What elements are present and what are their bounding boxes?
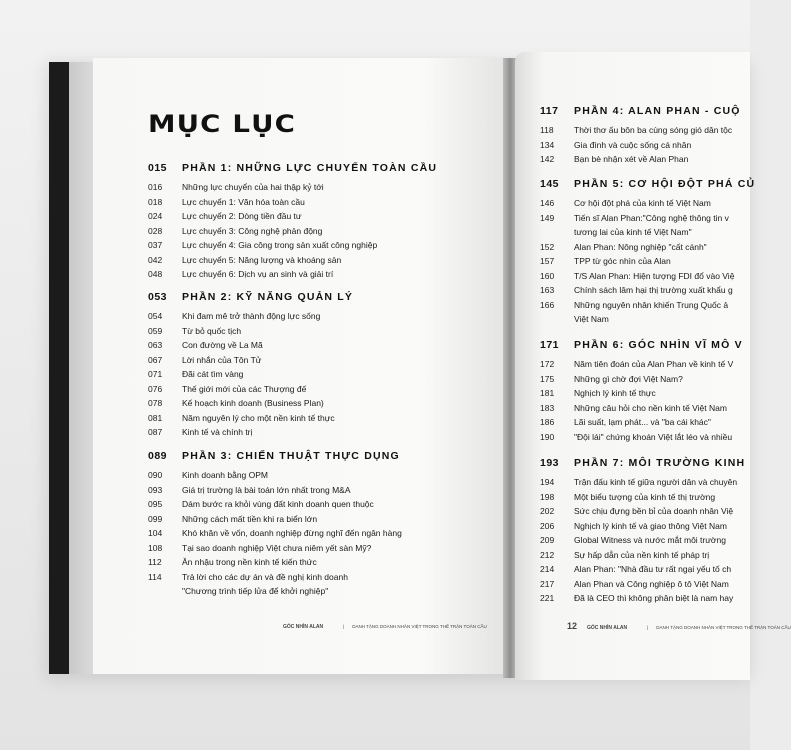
toc-entry-continuation <box>540 225 755 240</box>
entry-title: Lời nhắn của Tôn Tử <box>182 354 262 365</box>
toc-entry <box>148 324 353 339</box>
toc-entry <box>148 468 402 483</box>
toc-entry <box>540 548 745 563</box>
entry-page-number: 042 <box>148 254 163 265</box>
entry-page-number: 118 <box>540 125 554 135</box>
entry-page-number: 059 <box>148 325 163 336</box>
section-title: PHẦN 4: ALAN PHAN - CUỘ <box>574 105 741 117</box>
section-page-number: 171 <box>540 339 560 351</box>
entry-page-number: 202 <box>540 506 555 516</box>
toc-entry <box>540 533 745 548</box>
toc-entry <box>148 570 402 585</box>
toc-entry-continuation <box>148 584 402 599</box>
entry-page-number: 166 <box>540 299 555 310</box>
toc-section-5 <box>540 178 755 327</box>
section-page-number: 053 <box>148 291 168 303</box>
toc-entry <box>540 152 741 167</box>
toc-entry <box>540 519 745 534</box>
entry-title: Thời thơ ấu bôn ba cùng sóng gió dân tộc <box>574 125 733 135</box>
entry-title: Sức chịu đựng bền bỉ của doanh nhân Việ <box>574 506 734 516</box>
section-page-number: 015 <box>148 162 168 174</box>
entry-title: Trả lời cho các dự án và đề nghị kinh doanh <box>182 571 348 582</box>
toc-entry <box>540 577 745 592</box>
entry-title: Lực chuyển 5: Năng lượng và khoáng sản <box>182 254 342 265</box>
entry-title: Những gì chờ đợi Việt Nam? <box>574 373 683 384</box>
entry-page-number: 190 <box>540 431 555 442</box>
toc-entry <box>148 338 353 353</box>
footer-subtitle: DANH TẶNG DOANH NHÂN VIỆT TRONG THẾ TRẬN TOÀN CẦU <box>352 624 487 629</box>
toc-entry <box>148 541 402 556</box>
entry-title: T/S Alan Phan: Hiện tượng FDI đổ vào Việ <box>574 270 735 281</box>
entry-page-number: 090 <box>148 470 163 480</box>
entry-title: Alan Phan và Công nghiệp ô tô Việt Nam <box>574 578 729 589</box>
page-number: 12 <box>567 621 578 631</box>
entry-page-number: 206 <box>540 520 555 531</box>
entry-title: Những cách mất tiền khi ra biển lớn <box>182 513 318 524</box>
toc-entry <box>540 357 743 372</box>
entry-page-number: 054 <box>148 311 163 321</box>
entry-page-number: 172 <box>540 359 555 369</box>
toc-entry <box>148 483 402 498</box>
entry-title: TPP từ góc nhìn của Alan <box>574 256 671 266</box>
entry-page-number: 108 <box>148 542 163 553</box>
section-title: PHẦN 3: CHIẾN THUẬT THỰC DỤNG <box>182 450 400 462</box>
page-footer <box>567 621 791 631</box>
entry-title: Năm nguyên lý cho một nền kinh tế thực <box>182 412 335 423</box>
entry-page-number: 134 <box>540 139 555 150</box>
section-page-number: 193 <box>540 457 560 469</box>
footer-brand: GÓC NHÌN ALAN <box>587 625 628 631</box>
toc-entry <box>540 386 743 401</box>
entry-title: Việt Nam <box>574 314 609 324</box>
footer-separator: | <box>647 625 649 630</box>
toc-entry <box>148 224 437 239</box>
entry-title: Từ bỏ quốc tịch <box>182 325 242 336</box>
right-page <box>515 52 791 680</box>
toc-entry <box>148 353 353 368</box>
book-page-edges <box>69 62 93 674</box>
section-title: PHẦN 1: NHỮNG LỰC CHUYỂN TOÀN CẦU <box>182 162 438 174</box>
footer-separator: | <box>343 624 345 629</box>
section-title: PHẦN 7: MÔI TRƯỜNG KINH <box>574 457 746 469</box>
entry-page-number: 175 <box>540 373 555 384</box>
entry-title: Sự hấp dẫn của nền kinh tế pháp trị <box>574 549 710 560</box>
toc-entry <box>540 240 755 255</box>
section-title: PHẦN 5: CƠ HỘI ĐỘT PHÁ CỦ <box>574 178 756 190</box>
entry-page-number: 114 <box>148 571 162 582</box>
toc-entry <box>148 238 437 253</box>
entry-title: Alan Phan: "Nhà đầu tư rất ngại yếu tố ch <box>574 564 732 574</box>
entry-title: Con đường về La Mã <box>182 340 263 350</box>
toc-entry <box>540 591 745 606</box>
entry-title: "Chương trình tiếp lửa để khởi nghiệp" <box>182 586 329 596</box>
entry-page-number: 198 <box>540 491 555 502</box>
toc-section-2 <box>148 291 353 440</box>
entry-page-number: 081 <box>148 412 163 423</box>
page-title: MỤC LỤC <box>148 110 297 138</box>
toc-entry <box>148 309 353 324</box>
entry-page-number: 217 <box>540 578 555 589</box>
toc-entry <box>540 196 755 211</box>
entry-page-number: 095 <box>148 499 163 509</box>
entry-page-number: 186 <box>540 417 555 427</box>
toc-entry <box>148 367 353 382</box>
toc-entry <box>540 430 743 445</box>
entry-title: Lực chuyển 4: Gia công trong sản xuất công nghiệp <box>182 240 378 250</box>
toc-entry <box>148 411 353 426</box>
toc-entry <box>540 504 745 519</box>
entry-title: Tại sao doanh nghiệp Việt chưa niêm yết sàn Mỹ? <box>182 542 372 553</box>
entry-title: Chính sách lâm hại thị trường xuất khẩu g <box>574 285 733 295</box>
entry-title: Khó khăn về vốn, doanh nghiệp đừng nghĩ đến ngân hàng <box>182 528 402 538</box>
toc-entry <box>540 415 743 430</box>
toc-entry <box>148 253 437 268</box>
entry-page-number: 149 <box>540 212 555 223</box>
entry-title: Lãi suất, lạm phát... và "ba cái khác" <box>574 417 711 427</box>
entry-page-number: 071 <box>148 369 163 379</box>
entry-page-number: 221 <box>540 593 555 603</box>
toc-section-7 <box>540 457 745 606</box>
entry-page-number: 016 <box>148 182 163 192</box>
entry-page-number: 194 <box>540 477 555 487</box>
toc-entry <box>540 211 755 226</box>
entry-page-number: 063 <box>148 340 163 350</box>
toc-entry <box>540 283 755 298</box>
entry-page-number: 099 <box>148 513 163 524</box>
entry-page-number: 212 <box>540 549 555 560</box>
entry-page-number: 048 <box>148 269 163 279</box>
toc-entry-continuation <box>540 312 755 327</box>
toc-entry <box>148 497 402 512</box>
entry-page-number: 214 <box>540 564 555 574</box>
entry-title: Lực chuyển 3: Công nghệ phản động <box>182 225 323 236</box>
toc-entry <box>540 372 743 387</box>
toc-entry <box>148 180 437 195</box>
toc-entry <box>148 209 437 224</box>
entry-title: Gia đình và cuộc sống cá nhân <box>574 139 692 150</box>
entry-title: Nghịch lý kinh tế thực <box>574 388 656 398</box>
entry-page-number: 037 <box>148 240 163 250</box>
entry-title: Khi đam mê trở thành động lực sống <box>182 311 321 321</box>
entry-title: Lực chuyển 6: Dịch vụ an sinh và giải trí <box>182 269 334 279</box>
entry-title: Đãi cát tìm vàng <box>182 369 244 379</box>
entry-title: Tiến sĩ Alan Phan:"Công nghệ thông tin v <box>574 212 729 223</box>
section-title: PHẦN 2: KỸ NĂNG QUẢN LÝ <box>182 291 354 303</box>
section-title: PHẦN 6: GÓC NHÌN VĨ MÔ V <box>574 339 743 351</box>
entry-title: Đã là CEO thì không phân biệt là nam hay <box>574 593 734 603</box>
toc-section-3 <box>148 450 402 599</box>
entry-title: Năm tiên đoán của Alan Phan về kinh tế V <box>574 359 734 369</box>
entry-title: Lực chuyển 2: Dòng tiền đầu tư <box>182 211 302 221</box>
entry-title: Kinh tế và chính trị <box>182 427 253 437</box>
entry-page-number: 104 <box>148 528 163 538</box>
entry-page-number: 181 <box>540 388 555 398</box>
entry-title: Những lực chuyển của hai thập kỷ tới <box>182 182 324 192</box>
entry-page-number: 087 <box>148 427 163 437</box>
toc-entry <box>540 490 745 505</box>
entry-page-number: 209 <box>540 535 555 545</box>
toc-entry <box>540 123 741 138</box>
toc-entry <box>540 475 745 490</box>
left-page <box>93 58 505 674</box>
footer-brand: GÓC NHÌN ALAN <box>283 624 324 630</box>
entry-title: "Đội lái" chứng khoán Việt lắt léo và nhiều <box>574 431 733 442</box>
entry-title: Những nguyên nhân khiến Trung Quốc ả <box>574 299 729 310</box>
entry-title: Alan Phan: Nông nghiệp "cất cánh" <box>574 241 707 252</box>
entry-page-number: 093 <box>148 484 163 495</box>
entry-title: Giá trị trường là bài toán lớn nhất trong M&A <box>182 484 351 495</box>
entry-title: Lực chuyển 1: Văn hóa toàn cầu <box>182 196 305 207</box>
entry-page-number: 183 <box>540 402 555 413</box>
entry-title: Kế hoạch kinh doanh (Business Plan) <box>182 398 324 408</box>
toc-entry <box>148 396 353 411</box>
entry-page-number: 018 <box>148 196 163 207</box>
toc-entry <box>540 269 755 284</box>
toc-entry <box>540 138 741 153</box>
entry-title: Global Witness và nước mắt môi trường <box>574 535 726 545</box>
entry-page-number: 024 <box>148 211 163 221</box>
entry-title: Bạn bè nhận xét về Alan Phan <box>574 154 689 164</box>
entry-page-number: 163 <box>540 285 555 295</box>
entry-title: Nghịch lý kinh tế và giao thông Việt Nam <box>574 520 727 531</box>
toc-entry <box>148 512 402 527</box>
toc-section-1 <box>148 162 437 282</box>
toc-entry <box>148 526 402 541</box>
entry-title: Những câu hỏi cho nền kinh tế Việt Nam <box>574 402 727 413</box>
section-page-number: 089 <box>148 450 168 462</box>
entry-title: Ăn nhậu trong nền kinh tế kiến thức <box>182 557 317 567</box>
entry-title: Kinh doanh bằng OPM <box>182 470 269 480</box>
toc-entry <box>148 425 353 440</box>
section-page-number: 117 <box>540 105 559 117</box>
book-spine-cover <box>49 62 69 674</box>
toc-entry <box>148 267 437 282</box>
entry-page-number: 078 <box>148 398 163 408</box>
toc-entry <box>540 298 755 313</box>
section-page-number: 145 <box>540 178 560 190</box>
entry-page-number: 076 <box>148 383 163 394</box>
toc-entry <box>540 562 745 577</box>
entry-page-number: 157 <box>540 256 555 266</box>
toc-entry <box>540 254 755 269</box>
entry-page-number: 160 <box>540 270 555 281</box>
footer-subtitle: DANH TẶNG DOANH NHÂN VIỆT TRONG THẾ TRẬN TOÀN CẦU <box>656 625 791 630</box>
entry-title: Dám bước ra khỏi vùng đất kinh doanh quen thuộc <box>182 499 374 509</box>
entry-page-number: 142 <box>540 154 555 164</box>
entry-title: tương lai của kinh tế Việt Nam" <box>574 227 692 237</box>
toc-entry <box>148 555 402 570</box>
entry-title: Trận đấu kinh tế giữa người dân và chuyên <box>574 477 738 487</box>
toc-entry <box>148 382 353 397</box>
page-footer <box>283 620 512 630</box>
entry-page-number: 146 <box>540 198 555 208</box>
toc-section-4 <box>540 105 741 167</box>
entry-page-number: 028 <box>148 225 163 236</box>
entry-page-number: 152 <box>540 241 555 252</box>
toc-entry <box>540 401 743 416</box>
entry-title: Thế giới mới của các Thượng đế <box>182 383 307 394</box>
entry-title: Một biểu tượng của kinh tế thị trường <box>574 491 716 502</box>
entry-title: Cơ hội đột phá của kinh tế Việt Nam <box>574 198 711 208</box>
toc-section-6 <box>540 339 743 444</box>
entry-page-number: 112 <box>148 557 162 567</box>
entry-page-number: 067 <box>148 354 163 365</box>
toc-entry <box>148 195 437 210</box>
